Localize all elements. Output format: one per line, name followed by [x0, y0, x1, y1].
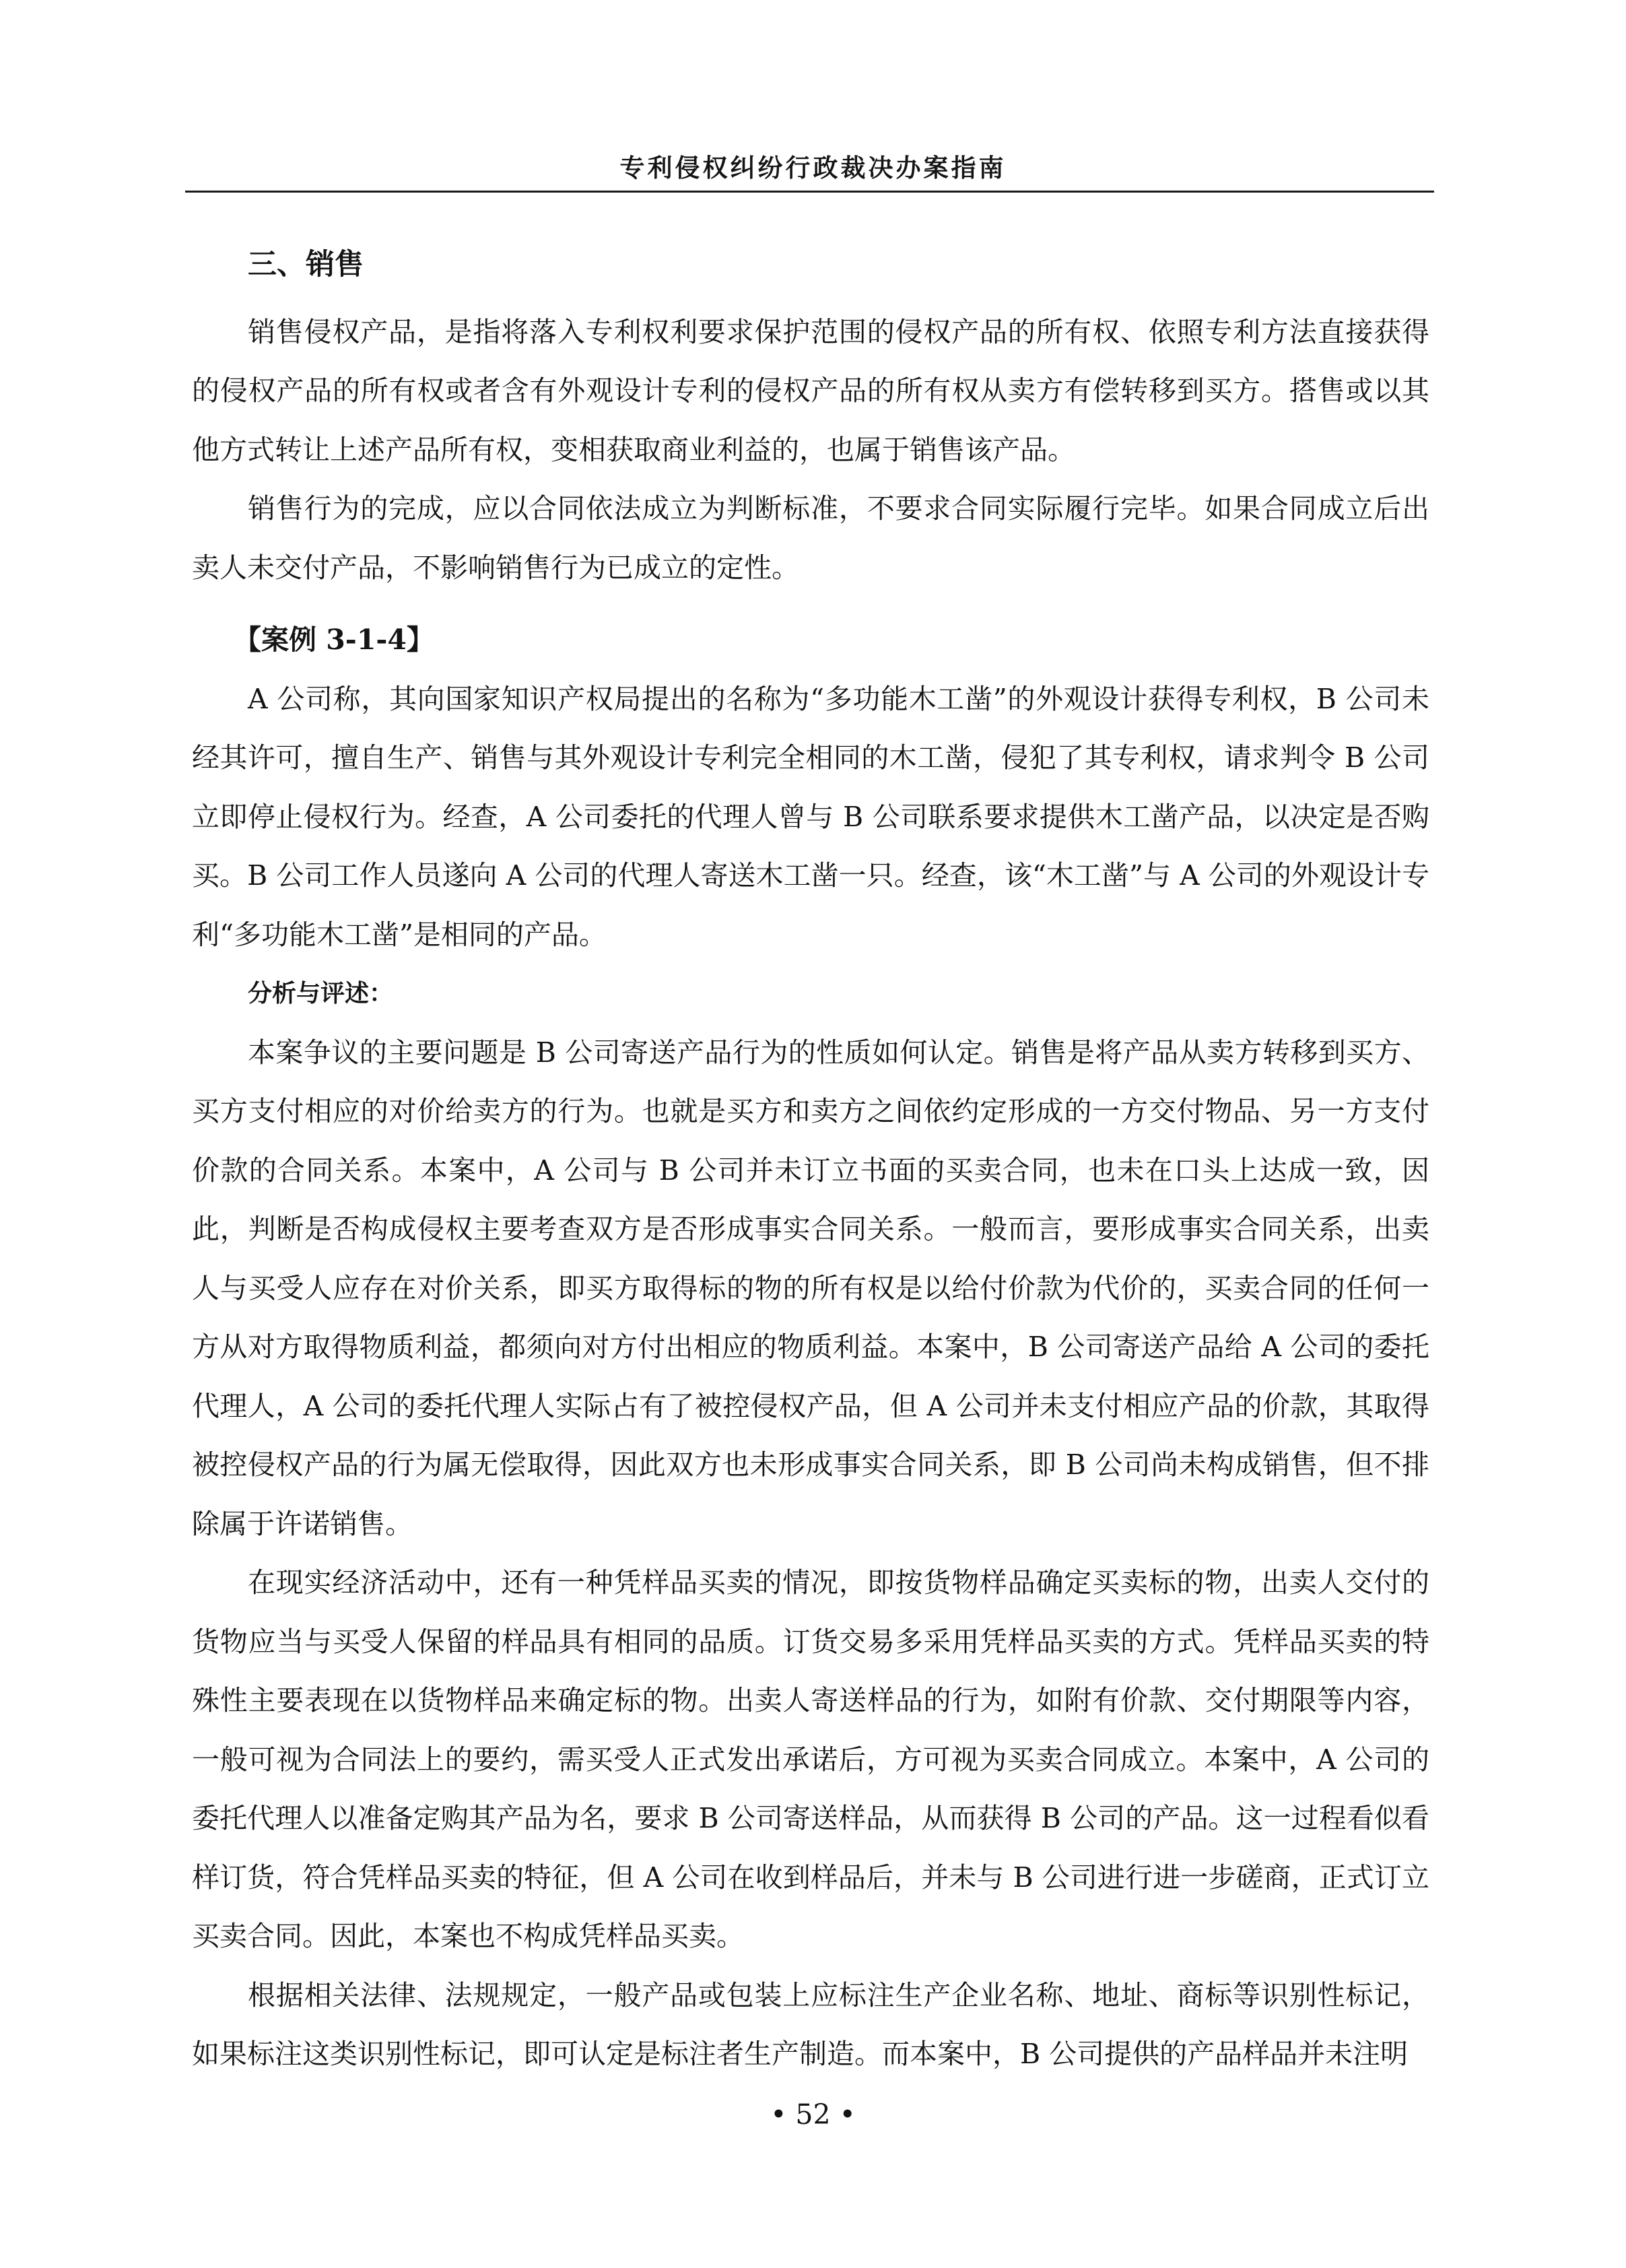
section-heading: 三、销售 — [248, 248, 364, 281]
case-title: 【案例 3-1-4】 — [234, 624, 434, 656]
running-header: 专利侵权纠纷行政裁决办案指南 — [619, 153, 1007, 182]
analysis-paragraph: 根据相关法律、法规规定，一般产品或包装上应标注生产企业名称、地址、商标等识别性标记，如果标注这类识别性标记，即可认定是标注者生产制造。而本案中，B 公司提供的产品样品并未注明 — [192, 1978, 1429, 2070]
section-paragraph: 销售侵权产品，是指将落入专利权利要求保护范围的侵权产品的所有权、依照专利方法直接获得的侵权产品的所有权或者含有外观设计专利的侵权产品的所有权从卖方有偿转移到买方。搭售或以其他方式转让上述产品所有权，变相获取商业利益的，也属于销售该产品。 — [192, 315, 1429, 466]
analysis-paragraph: 在现实经济活动中，还有一种凭样品买卖的情况，即按货物样品确定买卖标的物，出卖人交付的货物应当与买受人保留的样品具有相同的品质。订货交易多采用凭样品买卖的方式。凭样品买卖的特殊性主要表现在以货物样品来确定标的物。出卖人寄送样品的行为，如附有价款、交付期限等内容，一般可视为合同法上的要约，需买受人正式发出承诺后，方可视为买卖合同成立。本案中，A 公司的委托代理人以准备定购其产品为名，要求 B 公司寄送样品，从而获得 B 公司的产品。这一过程看似看样订货，符合凭样品买卖的特征，但 A 公司在收到样品后，并未与 B 公司进行进一步磋商，正式订立买卖合同。因此，本案也不构成凭样品买卖。 — [192, 1566, 1429, 1952]
analysis-title: 分析与评述： — [248, 979, 394, 1007]
section-paragraph: 销售行为的完成，应以合同依法成立为判断标准，不要求合同实际履行完毕。如果合同成立后出卖人未交付产品，不影响销售行为已成立的定性。 — [192, 492, 1429, 584]
case-description: A 公司称，其向国家知识产权局提出的名称为“多功能木工凿”的外观设计获得专利权，B 公司未经其许可，擅自生产、销售与其外观设计专利完全相同的木工凿，侵犯了其专利权，请求判令 B 公司立即停止侵权行为。经查，A 公司委托的代理人曾与 B 公司联系要求提供木工凿产品，以决定是否购买。B 公司工作人员遂向 A 公司的代理人寄送木工凿一只。经查，该“木工凿”与 A 公司的外观设计专利“多功能木工凿”是相同的产品。 — [192, 682, 1429, 951]
page-number: • 52 • — [770, 2098, 856, 2131]
page-body — [192, 236, 1429, 2084]
header-rule — [185, 191, 1434, 193]
analysis-paragraph: 本案争议的主要问题是 B 公司寄送产品行为的性质如何认定。销售是将产品从卖方转移到买方、买方支付相应的对价给卖方的行为。也就是买方和卖方之间依约定形成的一方交付物品、另一方支付价款的合同关系。本案中，A 公司与 B 公司并未订立书面的买卖合同，也未在口头上达成一致，因此，判断是否构成侵权主要考查双方是否形成事实合同关系。一般而言，要形成事实合同关系，出卖人与买受人应存在对价关系，即买方取得标的物的所有权是以给付价款为代价的，买卖合同的任何一方从对方取得物质利益，都须向对方付出相应的物质利益。本案中，B 公司寄送产品给 A 公司的委托代理人，A 公司的委托代理人实际占有了被控侵权产品，但 A 公司并未支付相应产品的价款，其取得被控侵权产品的行为属无偿取得，因此双方也未形成事实合同关系，即 B 公司尚未构成销售，但不排除属于许诺销售。 — [192, 1036, 1429, 1540]
